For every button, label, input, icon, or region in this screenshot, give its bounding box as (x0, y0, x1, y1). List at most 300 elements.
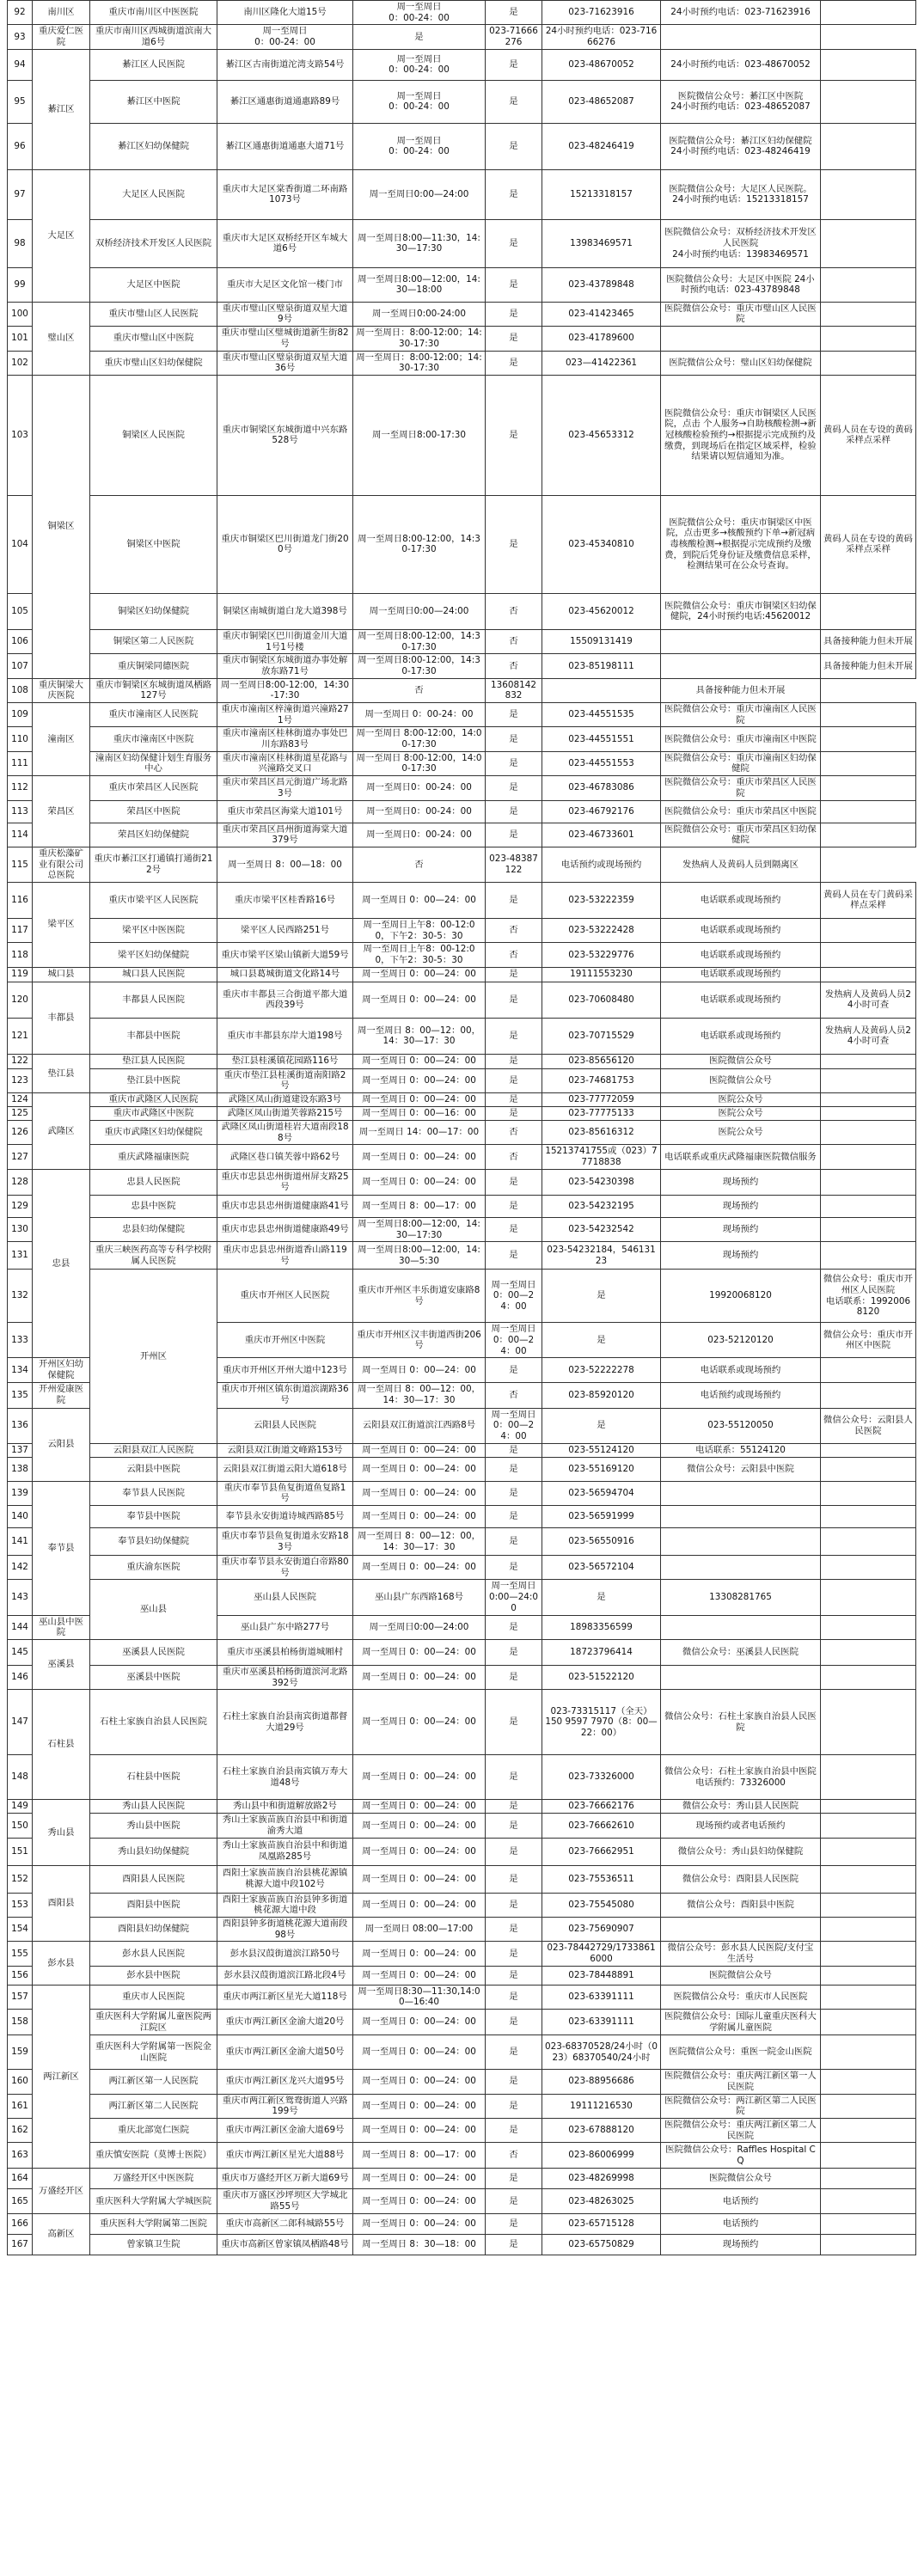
address-cell: 重庆市忠县忠州街道健康路49号 (217, 1217, 353, 1241)
phone-cell: 023-77772059 (542, 1093, 661, 1107)
booking-method-cell: 现场预约 (661, 2234, 821, 2255)
phone-cell: 13308281765 (661, 1580, 821, 1615)
phone-cell: 023-70608480 (542, 982, 661, 1018)
district-cell: 垫江县 (33, 1054, 90, 1092)
district-cell: 南川区 (33, 1, 90, 25)
service-hours-cell: 周一至周日8:00—12:00，14:30—18:00 (353, 267, 486, 302)
remark-cell (821, 2189, 916, 2213)
table-row (8, 351, 916, 375)
table-row (8, 1457, 916, 1481)
address-cell: 重庆市荣昌区昌元街道广场北路3号 (217, 776, 353, 800)
row-number-cell: 101 (8, 327, 33, 351)
phone-cell: 023-85198111 (542, 654, 661, 678)
row-number-cell: 122 (8, 1054, 33, 1068)
phone-cell: 023-85616312 (542, 1121, 661, 1145)
address-cell: 巫山县广东西路168号 (353, 1580, 486, 1615)
phone-cell: 023-65715128 (542, 2213, 661, 2234)
remark-cell (821, 967, 916, 982)
table-row (8, 80, 916, 123)
phone-cell: 023-74681753 (542, 1068, 661, 1092)
phone-cell: 023-52120120 (661, 1323, 821, 1358)
district-cell: 丰都县 (33, 982, 90, 1054)
remark-cell (821, 823, 916, 847)
service-hours-cell: 周一至周日 0：00—24：00 (486, 1323, 542, 1358)
row-number-cell: 139 (8, 1481, 33, 1505)
phone-cell: 023-54230398 (542, 1169, 661, 1195)
row-number-cell: 118 (8, 943, 33, 967)
remark-cell (821, 1755, 916, 1800)
table-row (8, 1121, 916, 1145)
row-number-cell: 128 (8, 1169, 33, 1195)
phone-cell: 023-41789600 (542, 327, 661, 351)
remark-cell (821, 1068, 916, 1092)
hospital-name-cell: 垫江县人民医院 (90, 1054, 217, 1068)
flag-cell: 是 (486, 80, 542, 123)
row-number-cell: 123 (8, 1068, 33, 1092)
hospital-name-cell: 重庆慎安医院（莫博士医院） (90, 2143, 217, 2169)
flag-cell: 是 (486, 1814, 542, 1838)
district-cell: 忠县 (33, 1169, 90, 1357)
flag-cell: 否 (486, 918, 542, 942)
remark-cell (821, 1195, 916, 1217)
table-row (8, 2213, 916, 2234)
address-cell: 重庆市高新区二郎科城路55号 (217, 2213, 353, 2234)
hospital-name-cell: 重庆市璧山区中医院 (90, 327, 217, 351)
hospital-table (7, 0, 916, 2255)
hospital-name-cell: 铜梁区第二人民医院 (90, 629, 217, 653)
remark-cell: 发热病人及黄码人员24小时可查 (821, 982, 916, 1018)
row-number-cell: 124 (8, 1093, 33, 1107)
phone-cell: 023-51522120 (542, 1665, 661, 1689)
phone-cell: 023-45620012 (542, 593, 661, 629)
phone-cell: 023-70715529 (542, 1018, 661, 1054)
flag-cell: 是 (486, 823, 542, 847)
row-number-cell: 104 (8, 495, 33, 593)
address-cell: 巫山县广东中路277号 (217, 1615, 353, 1639)
remark-cell (821, 776, 916, 800)
booking-method-cell: 医院微信公众号：大足区中医院 24小时预约电话：023-43789848 (661, 267, 821, 302)
booking-method-cell: 医院微信公众号：重庆市荣昌区妇幼保健院 (661, 823, 821, 847)
booking-method-cell: 微信公众号：酉阳县中医院 (661, 1893, 821, 1917)
service-hours-cell: 周一至周日 0：00-24：00 (353, 49, 486, 80)
flag-cell: 是 (486, 495, 542, 593)
booking-method-cell (542, 678, 661, 702)
service-hours-cell: 周一至周日 0：00—24：00 (353, 2118, 486, 2142)
phone-cell: 023-76662951 (542, 1838, 661, 1865)
table-row (8, 375, 916, 495)
table-row (8, 918, 916, 942)
service-hours-cell: 周一至周日 0：00—24：00 (353, 1690, 486, 1755)
remark-cell (821, 1457, 916, 1481)
remark-cell (821, 703, 916, 727)
table-row (8, 1800, 916, 1814)
table-row (8, 2118, 916, 2142)
table-row (8, 1639, 916, 1665)
row-number-cell: 166 (8, 2213, 33, 2234)
hospital-name-cell: 奉节县中医院 (90, 1506, 217, 1528)
hospital-name-cell: 两江新区第一人民医院 (90, 2070, 217, 2094)
hospital-name-cell: 重庆铜梁大庆医院 (33, 678, 90, 702)
service-hours-cell: 周一至周日 0：00—24：00 (353, 1145, 486, 1169)
table-row (8, 2010, 916, 2035)
address-cell: 重庆市璧山区璧泉街道双星大道9号 (217, 302, 353, 326)
table-row (8, 1814, 916, 1838)
address-cell: 重庆市两江新区星光大道88号 (217, 2143, 353, 2169)
hospital-name-cell: 大足区中医院 (90, 267, 217, 302)
hospital-name-cell: 秀山县人民医院 (90, 1800, 217, 1814)
hospital-name-cell: 奉节县妇幼保健院 (90, 1528, 217, 1556)
flag-cell: 是 (486, 2189, 542, 2213)
hospital-name-cell: 綦江区人民医院 (90, 49, 217, 80)
hospital-name-cell: 綦江区妇幼保健院 (90, 123, 217, 169)
hospital-name-cell: 云阳县人民医院 (217, 1408, 353, 1443)
row-number-cell: 102 (8, 351, 33, 375)
hospital-name-cell: 重庆市武隆区人民医院 (90, 1093, 217, 1107)
flag-cell: 是 (486, 1242, 542, 1270)
address-cell: 重庆市大足区棠香街道二环南路1073号 (217, 169, 353, 219)
address-cell: 云阳县双江街道云阳大道618号 (217, 1457, 353, 1481)
row-number-cell: 152 (8, 1865, 33, 1893)
address-cell: 重庆市开州区丰乐街道安康路8号 (353, 1270, 486, 1323)
row-number-cell: 141 (8, 1528, 33, 1556)
address-cell: 云阳县双江街道滨江西路8号 (353, 1408, 486, 1443)
service-hours-cell: 周一至周日 0：00-24：00 (353, 80, 486, 123)
booking-method-cell: 电话联系或现场预约 (661, 1018, 821, 1054)
row-number-cell: 111 (8, 751, 33, 775)
phone-cell: 023-53222359 (542, 882, 661, 918)
table-row (8, 823, 916, 847)
service-hours-cell: 周一至周日0：00-24：00 (353, 823, 486, 847)
table-row (8, 302, 916, 326)
service-hours-cell: 周一至周日 0：00—24：00 (353, 982, 486, 1018)
address-cell: 重庆市忠县忠州街道香山路119号 (217, 1242, 353, 1270)
remark-cell (821, 1506, 916, 1528)
row-number-cell: 99 (8, 267, 33, 302)
hospital-name-cell: 重庆市璧山区人民医院 (90, 302, 217, 326)
table-row (8, 2035, 916, 2070)
service-hours-cell: 周一至周日8:00-12:00，14:30-17:30 (353, 495, 486, 593)
phone-cell: 13608142832 (486, 678, 542, 702)
flag-cell: 是 (486, 1838, 542, 1865)
service-hours-cell: 周一至周日0:00-24:00 (353, 302, 486, 326)
booking-method-cell: 电话联系或现场预约 (661, 982, 821, 1018)
table-row (8, 1443, 916, 1457)
table-row (8, 629, 916, 653)
booking-method-cell: 医院微信公众号：重庆市铜梁区妇幼保健院，24小时预约电话:45620012 (661, 593, 821, 629)
service-hours-cell: 周一至周日8:00—12:00，14:30—5:30 (353, 1242, 486, 1270)
remark-cell (821, 2118, 916, 2142)
service-hours-cell: 周一至周日0:00—24:00 (353, 169, 486, 219)
table-row (8, 1556, 916, 1580)
flag-cell: 是 (486, 1, 542, 25)
flag-cell: 是 (486, 1169, 542, 1195)
hospital-name-cell: 重庆渝东医院 (90, 1556, 217, 1580)
row-number-cell: 142 (8, 1556, 33, 1580)
booking-method-cell: 医院公众号 (661, 1093, 821, 1107)
district-cell: 石柱县 (33, 1690, 90, 1800)
address-cell: 重庆市忠县忠州街道健康路41号 (217, 1195, 353, 1217)
phone-cell: 023-56550916 (542, 1528, 661, 1556)
table-row (8, 1918, 916, 1942)
remark-cell (821, 1838, 916, 1865)
flag-cell: 是 (486, 1528, 542, 1556)
remark-cell (821, 302, 916, 326)
hospital-name-cell: 重庆爱仁医院 (33, 25, 90, 49)
hospital-name-cell: 重庆三峡医药高等专科学校附属人民医院 (90, 1242, 217, 1270)
hospital-name-cell: 忠县中医院 (90, 1195, 217, 1217)
table-row (8, 2234, 916, 2255)
remark-cell (821, 1242, 916, 1270)
address-cell: 彭水县汉葭街道滨江路50号 (217, 1942, 353, 1966)
booking-method-cell: 电话联系或现场预约 (661, 1358, 821, 1382)
hospital-name-cell: 綦江区中医院 (90, 80, 217, 123)
row-number-cell: 112 (8, 776, 33, 800)
row-number-cell: 107 (8, 654, 33, 678)
service-hours-cell: 周一至周日0:00—24:00 (486, 1580, 542, 1615)
flag-cell: 是 (486, 123, 542, 169)
row-number-cell: 148 (8, 1755, 33, 1800)
district-cell: 梁平区 (33, 882, 90, 967)
flag-cell: 是 (486, 2035, 542, 2070)
table-row (8, 678, 916, 702)
service-hours-cell: 周一至周日 0：00—24：00 (353, 1639, 486, 1665)
booking-method-cell: 电话预约或现场预约 (542, 847, 661, 882)
booking-method-cell (661, 1481, 821, 1505)
row-number-cell: 119 (8, 967, 33, 982)
address-cell: 重庆市梁平区桂香路16号 (217, 882, 353, 918)
hospital-name-cell: 云阳县中医院 (90, 1457, 217, 1481)
table-row (8, 2070, 916, 2094)
phone-cell: 023-76662610 (542, 1814, 661, 1838)
flag-cell: 否 (486, 654, 542, 678)
hospital-name-cell: 大足区人民医院 (90, 169, 217, 219)
address-cell: 重庆市两江新区鸳鸯街道人兴路199号 (217, 2094, 353, 2118)
hospital-name-cell: 重庆松藻矿业有限公司总医院 (33, 847, 90, 882)
table-row (8, 1528, 916, 1556)
hospital-name-cell: 重庆武隆福康医院 (90, 1145, 217, 1169)
address-cell: 城口县葛城街道文化路14号 (217, 967, 353, 982)
row-number-cell: 164 (8, 2169, 33, 2189)
booking-method-cell: 医院公众号 (661, 1107, 821, 1121)
flag-cell: 是 (542, 1408, 661, 1443)
booking-method-cell: 医院微信公众号：重医一院金山医院 (661, 2035, 821, 2070)
remark-cell (821, 1169, 916, 1195)
hospital-name-cell: 忠县人民医院 (90, 1169, 217, 1195)
hospital-name-cell: 双桥经济技术开发区人民医院 (90, 219, 217, 267)
remark-cell (821, 727, 916, 751)
phone-cell: 023-71666276 (486, 25, 542, 49)
service-hours-cell: 周一至周日 0：00—24：00 (486, 1408, 542, 1443)
flag-cell: 是 (486, 703, 542, 727)
table-row (8, 1985, 916, 2009)
address-cell: 石柱土家族自治县南宾镇万寿大道48号 (217, 1755, 353, 1800)
row-number-cell: 134 (8, 1358, 33, 1382)
booking-method-cell (661, 1506, 821, 1528)
district-cell: 高新区 (33, 2213, 90, 2255)
remark-cell (821, 1107, 916, 1121)
district-cell: 潼南区 (33, 703, 90, 776)
phone-cell: 023-78442729/17338616000 (542, 1942, 661, 1966)
phone-cell: 023-67888120 (542, 2118, 661, 2142)
hospital-name-cell: 开州爱康医院 (33, 1382, 90, 1408)
table-row (8, 327, 916, 351)
row-number-cell: 167 (8, 2234, 33, 2255)
address-cell: 梁平区人民西路251号 (217, 918, 353, 942)
service-hours-cell: 周一至周日 8：00—18：00 (217, 847, 353, 882)
flag-cell: 是 (486, 2010, 542, 2035)
row-number-cell: 154 (8, 1918, 33, 1942)
row-number-cell: 138 (8, 1457, 33, 1481)
phone-cell: 13983469571 (542, 219, 661, 267)
service-hours-cell: 周一至周日 0：00—24：00 (353, 1966, 486, 1985)
booking-method-cell: 医院微信公众号：大足区人民医院。 24小时预约电话：15213318157 (661, 169, 821, 219)
service-hours-cell: 周一至周日 0：00—16：00 (353, 1107, 486, 1121)
phone-cell: 023-44551553 (542, 751, 661, 775)
table-row (8, 882, 916, 918)
hospital-name-cell: 重庆北部宽仁医院 (90, 2118, 217, 2142)
phone-cell: 023-55120050 (661, 1408, 821, 1443)
booking-method-cell: 微信公众号：重庆市开州区人民医院 电话联系：19920068120 (821, 1270, 916, 1323)
remark-cell: 发热病人及黄码人员到隔离区 (661, 847, 821, 882)
address-cell: 铜梁区南城街道白龙大道398号 (217, 593, 353, 629)
booking-method-cell: 医院微信公众号：国际儿童重庆医科大学附属儿童医院 (661, 2010, 821, 2035)
service-hours-cell: 周一至周日8:00-12:00，14:30-17:30 (353, 629, 486, 653)
table-row (8, 219, 916, 267)
flag-cell: 否 (353, 847, 486, 882)
flag-cell: 是 (542, 1270, 661, 1323)
phone-cell: 023-48246419 (542, 123, 661, 169)
booking-method-cell: 电话预约 (661, 2213, 821, 2234)
phone-cell: 023-77775133 (542, 1107, 661, 1121)
booking-method-cell: 现场预约或者电话预约 (661, 1814, 821, 1838)
service-hours-cell: 周一至周日 0：00—24：00 (353, 2035, 486, 2070)
booking-method-cell: 微信公众号：秀山县人民医院 (661, 1800, 821, 1814)
booking-method-cell: 医院公众号 (661, 1121, 821, 1145)
row-number-cell: 133 (8, 1323, 33, 1358)
table-row (8, 1093, 916, 1107)
booking-method-cell: 医院微信公众号 (661, 1054, 821, 1068)
service-hours-cell: 周一至周日 0：00—24：00 (353, 2169, 486, 2189)
remark-cell (821, 2010, 916, 2035)
row-number-cell: 162 (8, 2118, 33, 2142)
address-cell: 重庆市奉节县永安街道白帝路80号 (217, 1556, 353, 1580)
address-cell: 重庆市璧山区璧泉街道双星大道36号 (217, 351, 353, 375)
row-number-cell: 136 (8, 1408, 33, 1443)
flag-cell: 是 (486, 2234, 542, 2255)
service-hours-cell: 周一至周日：8:00-12:00；14:30-17:30 (353, 327, 486, 351)
flag-cell: 是 (486, 2094, 542, 2118)
row-number-cell: 144 (8, 1615, 33, 1639)
row-number-cell: 100 (8, 302, 33, 326)
phone-cell: 023-71623916 (542, 1, 661, 25)
hospital-name-cell: 秀山县妇幼保健院 (90, 1838, 217, 1865)
table-row (8, 123, 916, 169)
address-cell: 重庆市高新区曾家镇凤栖路48号 (217, 2234, 353, 2255)
flag-cell: 否 (486, 629, 542, 653)
flag-cell: 是 (486, 1755, 542, 1800)
phone-cell: 023-75545080 (542, 1893, 661, 1917)
booking-method-cell: 电话联系或现场预约 (661, 882, 821, 918)
booking-method-cell: 微信公众号：云阳县人民医院 (821, 1408, 916, 1443)
flag-cell: 是 (486, 375, 542, 495)
remark-cell (821, 1985, 916, 2009)
service-hours-cell: 周一至周日 0：00—24：00 (353, 1068, 486, 1092)
service-hours-cell: 周一至周日0:00—24:00 (353, 1615, 486, 1639)
service-hours-cell: 周一至周日上午8：00-12:00，下午2：30-5：30 (353, 943, 486, 967)
service-hours-cell: 周一至周日 8：00—12：00，14：30—17：30 (353, 1528, 486, 1556)
phone-cell: 023-45340810 (542, 495, 661, 593)
remark-cell (821, 1966, 916, 1985)
address-cell: 綦江区古南街道沱湾支路54号 (217, 49, 353, 80)
table-row (8, 2143, 916, 2169)
phone-cell: 023-85920120 (542, 1382, 661, 1408)
row-number-cell: 92 (8, 1, 33, 25)
phone-cell: 023-56594704 (542, 1481, 661, 1505)
address-cell: 武隆区凤山街道建设东路3号 (217, 1093, 353, 1107)
hospital-name-cell: 重庆市潼南区人民医院 (90, 703, 217, 727)
address-cell: 重庆市大足区双桥经开区车城大道6号 (217, 219, 353, 267)
district-cell: 巫山县 (90, 1580, 217, 1639)
row-number-cell: 110 (8, 727, 33, 751)
hospital-name-cell: 重庆市人民医院 (90, 1985, 217, 2009)
address-cell: 石柱土家族自治县南宾街道都督大道29号 (217, 1690, 353, 1755)
hospital-name-cell: 奉节县人民医院 (90, 1481, 217, 1505)
booking-method-cell: 微信公众号：云阳县中医院 (661, 1457, 821, 1481)
remark-cell (821, 1, 916, 25)
row-number-cell: 98 (8, 219, 33, 267)
booking-method-cell (661, 1528, 821, 1556)
address-cell: 垫江县桂溪镇花园路116号 (217, 1054, 353, 1068)
service-hours-cell: 周一至周日 0：00—24：00 (353, 1358, 486, 1382)
remark-cell (821, 1665, 916, 1689)
row-number-cell: 140 (8, 1506, 33, 1528)
remark-cell (821, 593, 916, 629)
booking-method-cell: 医院微信公众号 (661, 1068, 821, 1092)
row-number-cell: 129 (8, 1195, 33, 1217)
table-row (8, 2189, 916, 2213)
hospital-name-cell: 巫山县中医院 (33, 1615, 90, 1639)
district-cell: 荣昌区 (33, 776, 90, 847)
phone-cell: 023-48670052 (542, 49, 661, 80)
hospital-name-cell: 重庆市梁平区人民医院 (90, 882, 217, 918)
table-row (8, 703, 916, 727)
service-hours-cell: 周一至周日 0：00—24：00 (353, 967, 486, 982)
flag-cell: 否 (486, 1382, 542, 1408)
flag-cell: 否 (486, 943, 542, 967)
remark-cell: 黄码人员在专门黄码采样点采样 (821, 882, 916, 918)
flag-cell: 是 (486, 1358, 542, 1382)
service-hours-cell: 周一至周日 8：00—12：00，14：30—17：30 (353, 1018, 486, 1054)
booking-method-cell: 医院微信公众号：綦江区中医院 24小时预约电话：023-48652087 (661, 80, 821, 123)
remark-cell (821, 943, 916, 967)
remark-cell: 具备接种能力但未开展 (821, 654, 916, 678)
remark-cell (821, 1145, 916, 1169)
remark-cell (821, 1358, 916, 1382)
remark-cell (821, 1814, 916, 1838)
remark-cell (821, 351, 916, 375)
remark-cell (821, 2070, 916, 2094)
phone-cell: 18723796414 (542, 1639, 661, 1665)
flag-cell: 是 (353, 25, 486, 49)
address-cell: 重庆市忠县忠州街道州屏支路25号 (217, 1169, 353, 1195)
phone-cell: 023-52222278 (542, 1358, 661, 1382)
flag-cell: 否 (486, 2143, 542, 2169)
phone-cell: 023-55124120 (542, 1443, 661, 1457)
flag-cell: 是 (486, 1457, 542, 1481)
remark-cell (821, 1121, 916, 1145)
booking-method-cell: 24小时预约电话：023-48670052 (661, 49, 821, 80)
phone-cell: 023-48269998 (542, 2169, 661, 2189)
